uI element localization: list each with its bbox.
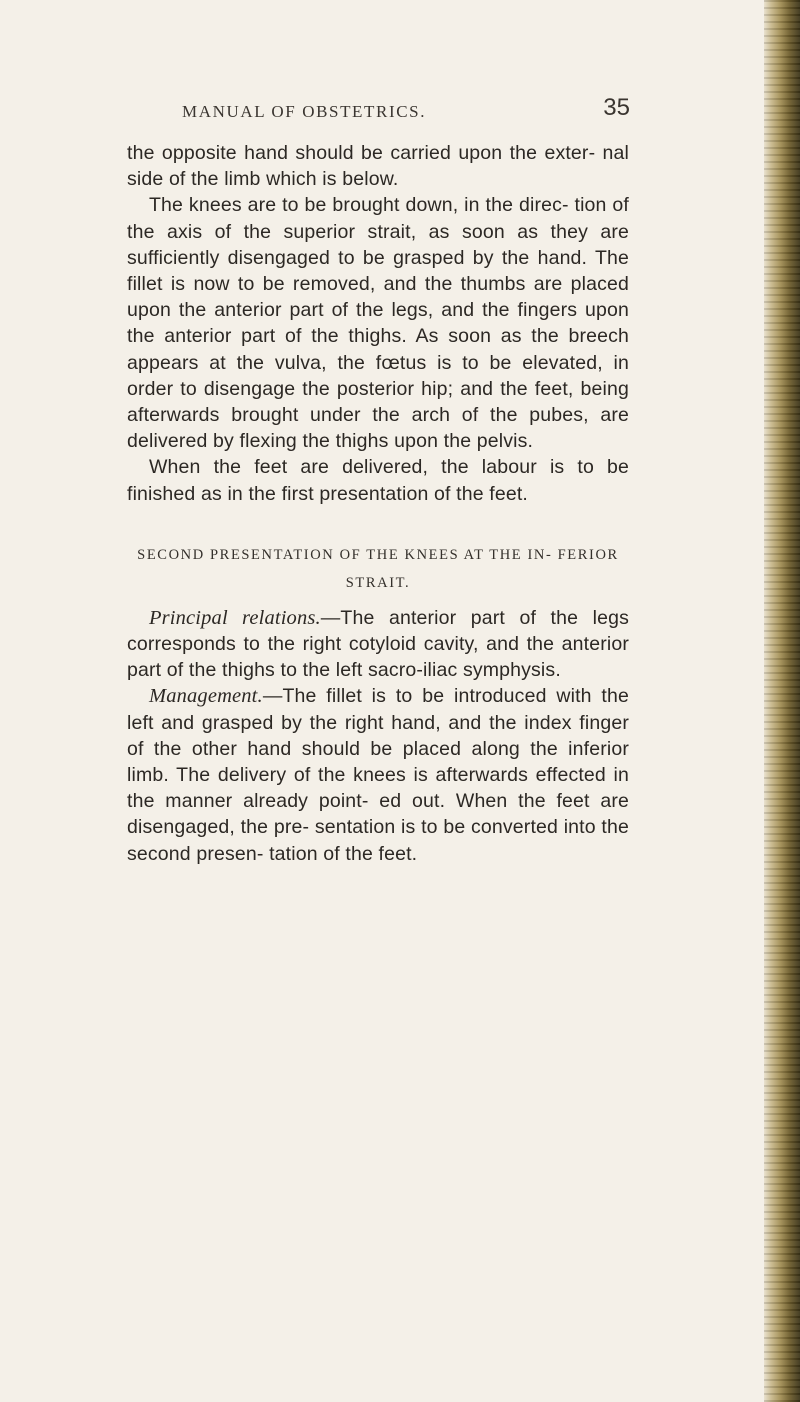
management-lead: Management. xyxy=(149,685,263,708)
paragraph-principal-relations xyxy=(127,605,629,684)
paragraph-knees-brought-down: The knees are to be brought down, in the direc- tion of the axis of the superior strait, as soon as they are sufficiently disengaged to be grasped by the hand. The fillet is now to be removed, and the thumbs are placed upon the anterior part of the legs, and the fingers upon the anterior part of the thighs. As soon as the breech appears at the vulva, the fœtus is to be elevated, in order to disengage the posterior hip; and the feet, being afterwards brought under the arch of the pubes, are delivered by flexing the thighs upon the pelvis. xyxy=(127,194,629,453)
paragraph-continuation: the opposite hand should be carried upon the exter- nal side of the limb which is below. xyxy=(127,142,629,191)
principal-relations-text: —The anterior part of the legs corresponds to the right cotyloid cavity, and the anterior part of the thighs to the left sacro-iliac symphysis. xyxy=(127,606,629,682)
body-text xyxy=(127,140,629,867)
paragraph-feet-delivered: When the feet are delivered, the labour is to be finished as in the first presentation of the feet. xyxy=(127,456,629,505)
management-text: —The fillet is to be introduced with the left and grasped by the right hand, and the index finger of the other hand should be placed along the inferior limb. The delivery of the knees is afterwards effected in the manner already point- ed out. When the feet are disengaged, the pre- sentation is to be converted into the second presen- tation of the feet. xyxy=(127,685,629,865)
page-header xyxy=(130,94,630,132)
principal-relations-lead: Principal relations. xyxy=(149,606,321,629)
page-fore-edge xyxy=(764,0,800,1402)
paragraph-management xyxy=(127,683,629,866)
running-head: MANUAL OF OBSTETRICS. xyxy=(182,102,427,121)
page-number: 35 xyxy=(603,94,630,121)
section-heading: SECOND PRESENTATION OF THE KNEES AT THE IN- FERIOR STRAIT. xyxy=(137,546,619,591)
